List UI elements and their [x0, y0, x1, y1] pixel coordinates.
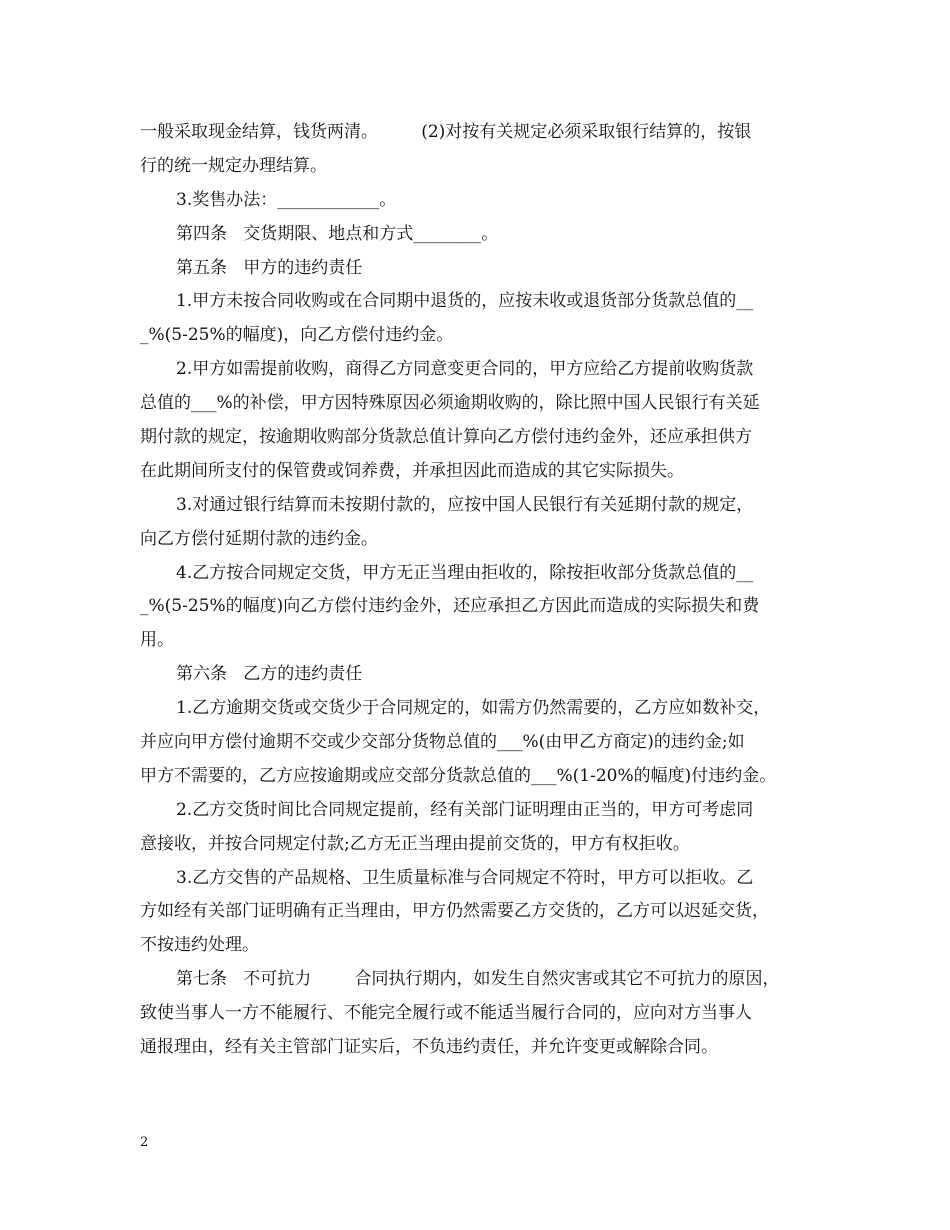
text-line: 2.乙方交货时间比合同规定提前，经有关部门证明理由正当的，甲方可考虑同	[176, 799, 754, 820]
text-line: 方如经有关部门证明确有正当理由，甲方仍然需要乙方交货的，乙方可以迟延交货，	[140, 901, 769, 922]
text-line: 1.乙方逾期交货或交货少于合同规定的，如需方仍然需要的，乙方应如数补交，	[176, 698, 771, 719]
text-line: 总值的___%的补偿，甲方因特殊原因必须逾期收购的，除比照中国人民银行有关延	[140, 393, 760, 414]
text-line: 一般采取现金结算，钱货两清。 (2)对按有关规定必须采取银行结算的，按银	[140, 122, 752, 142]
text-line: 3.乙方交售的产品规格、卫生质量标准与合同规定不符时，甲方可以拒收。乙	[176, 867, 754, 888]
text-line: 在此期间所支付的保管费或饲养费，并承担因此而造成的其它实际损失。	[140, 460, 684, 481]
text-line: 行的统一规定办理结算。	[140, 155, 327, 176]
text-line: 用。	[140, 630, 174, 651]
text-line: 通报理由，经有关主管部门证实后，不负违约责任，并允许变更或解除合同。	[140, 1037, 718, 1058]
text-line: 期付款的规定，按逾期收购部分货款总值计算向乙方偿付违约金外，还应承担供方	[140, 427, 752, 448]
text-line: 第七条 不可抗力 合同执行期内，如发生自然灾害或其它不可抗力的原因，	[176, 969, 780, 990]
document-body	[140, 116, 812, 1065]
text-line: 2.甲方如需提前收购，商得乙方同意变更合同的，甲方应给乙方提前收购货款	[176, 359, 754, 380]
page-number: 2	[140, 1135, 149, 1150]
text-line: 3.对通过银行结算而未按期付款的，应按中国人民银行有关延期付款的规定，	[176, 494, 754, 515]
text-line: 向乙方偿付延期付款的违约金。	[140, 528, 378, 549]
text-line: 致使当事人一方不能履行、不能完全履行或不能适当履行合同的，应向对方当事人	[140, 1003, 752, 1024]
text-line: 意接收，并按合同规定付款;乙方无正当理由提前交货的，甲方有权拒收。	[140, 833, 690, 854]
text-line: 不按违约处理。	[140, 935, 259, 956]
text-line: 1.甲方未按合同收购或在合同期中退货的，应按未收或退货部分货款总值的__	[176, 291, 754, 312]
text-line: 3.奖售办法：____________。	[176, 189, 397, 210]
text-line: 甲方不需要的，乙方应按逾期或应交部分货款总值的___%(1-20%的幅度)付违约金。	[140, 765, 777, 786]
text-line: _%(5-25%的幅度)，向乙方偿付违约金。	[140, 325, 454, 346]
text-line: 第五条 甲方的违约责任	[176, 257, 363, 278]
text-line: 并应向甲方偿付逾期不交或少交部分货物总值的___%(由甲乙方商定)的违约金;如	[140, 732, 745, 753]
text-line: 4.乙方按合同规定交货，甲方无正当理由拒收的，除按拒收部分货款总值的__	[176, 562, 754, 583]
text-line: 第四条 交货期限、地点和方式________。	[176, 223, 499, 244]
text-line: 第六条 乙方的违约责任	[176, 664, 363, 685]
text-line: _%(5-25%的幅度)向乙方偿付违约金外，还应承担乙方因此而造成的实际损失和费	[140, 596, 760, 617]
